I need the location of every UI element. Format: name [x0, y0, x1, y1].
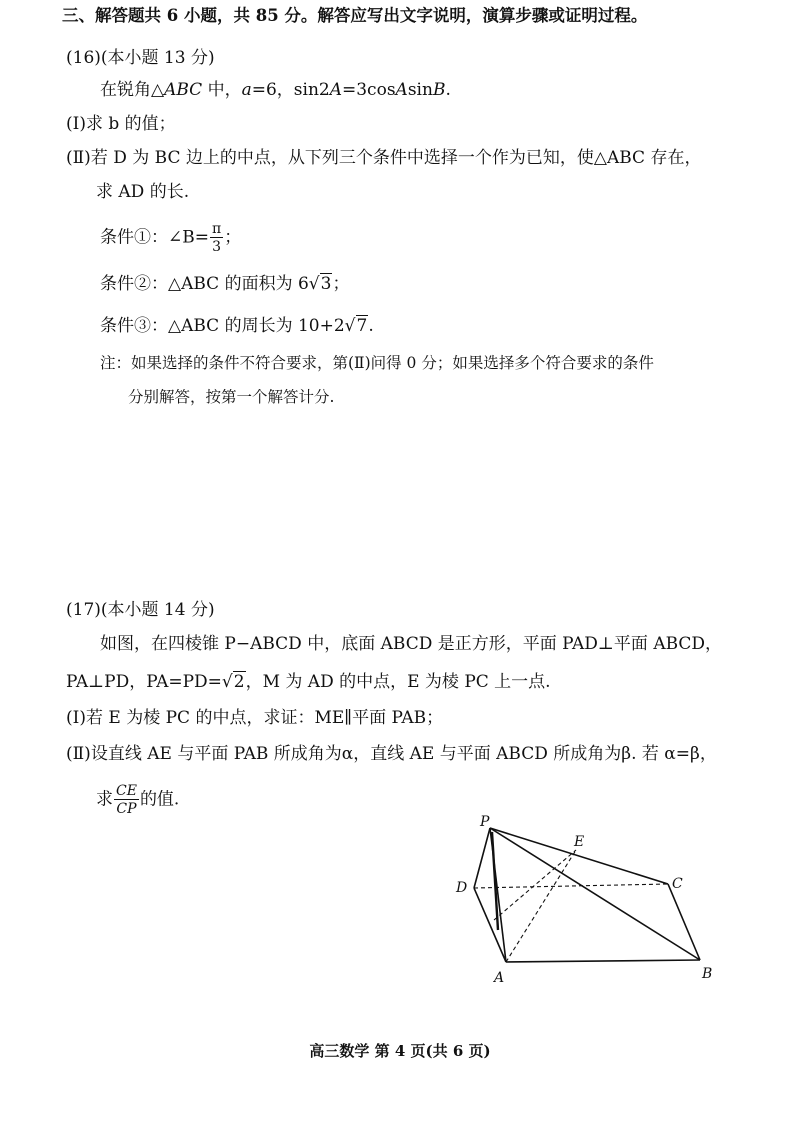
cond3-prefix: 条件③：△ABC 的周长为 10+2 — [100, 316, 345, 336]
q16-part2-line1: (Ⅱ)若 D 为 BC 边上的中点，从下列三个条件中选择一个作为已知，使△ABC 存在， — [66, 148, 702, 168]
label-B: B — [702, 966, 713, 982]
q16-stem-g: =3cos — [342, 80, 396, 100]
q16-note-line1: 注：如果选择的条件不符合要求，第(Ⅱ)问得 0 分；如果选择多个符合要求的条件 — [100, 354, 654, 372]
q17-stem-line2-a: PA⊥PD，PA=PD= — [66, 672, 222, 692]
q16-stem-i: sin — [407, 80, 433, 100]
q17-fraction — [114, 784, 139, 816]
q16-stem — [100, 80, 451, 100]
label-D: D — [456, 880, 468, 896]
edge-AE-hidden — [506, 850, 576, 962]
q16-part2-line2: 求 AD 的长. — [96, 182, 190, 202]
cond2-sqrt: √3 — [308, 274, 332, 294]
q16-heading: (16)(本小题 13 分) — [66, 48, 215, 68]
q17-part1: (Ⅰ)若 E 为棱 PC 的中点，求证：ME∥平面 PAB； — [66, 708, 444, 728]
q17-part2-prefix: 求 — [96, 789, 113, 810]
cond1-suffix: ； — [224, 227, 242, 248]
q16-stem-j: B — [432, 80, 446, 100]
q16-stem-h: A — [395, 80, 408, 100]
q17-stem-line1: 如图，在四棱锥 P−ABCD 中，底面 ABCD 是正方形，平面 PAD⊥平面 ABCD， — [100, 634, 723, 654]
label-E: E — [574, 834, 585, 850]
label-P: P — [480, 814, 490, 830]
q17-part2-line1: (Ⅱ)设直线 AE 与平面 PAB 所成角为α，直线 AE 与平面 ABCD 所成角为β. 若 α=β， — [66, 744, 717, 764]
edge-BC — [668, 884, 700, 960]
cond1-prefix: 条件①：∠B= — [100, 227, 209, 248]
cond1-numerator: π — [211, 221, 222, 237]
label-C: C — [672, 876, 683, 892]
page-footer: 高三数学 第 4 页(共 6 页) — [309, 1042, 491, 1060]
q16-part1: (Ⅰ)求 b 的值； — [66, 114, 176, 134]
q16-condition-2 — [100, 274, 349, 294]
q16-stem-c: 中， — [202, 80, 242, 100]
cond2-prefix: 条件②：△ABC 的面积为 6 — [100, 274, 309, 294]
q17-part2-line2 — [96, 784, 179, 816]
cond3-suffix: . — [368, 316, 374, 336]
q16-condition-3 — [100, 316, 374, 336]
q17-fraction-denominator: CP — [116, 801, 137, 817]
cond1-fraction — [210, 222, 223, 254]
q16-note-line2: 分别解答，按第一个解答计分. — [128, 388, 335, 406]
q17-stem-line2-b: ，M 为 AD 的中点，E 为棱 PC 上一点. — [245, 672, 551, 692]
q16-stem-a: 在锐角△ — [100, 80, 165, 100]
cond3-sqrt: √7 — [344, 316, 368, 336]
cond3-radicand: 7 — [356, 316, 368, 336]
q16-condition-1 — [100, 222, 241, 254]
section-header: 三、解答题共 6 小题，共 85 分。解答应写出文字说明，演算步骤或证明过程。 — [62, 6, 648, 25]
q17-radicand: 2 — [233, 672, 245, 692]
q17-stem-line2 — [66, 672, 551, 692]
q17-part2-suffix: 的值. — [139, 789, 180, 810]
q16-stem-b: ABC — [164, 80, 203, 100]
q17-heading: (17)(本小题 14 分) — [66, 600, 215, 620]
cond2-radicand: 3 — [320, 274, 332, 294]
edge-PB — [490, 828, 700, 960]
edge-PD — [474, 828, 490, 888]
edge-AB — [506, 960, 700, 962]
q17-sqrt: √2 — [221, 672, 245, 692]
pyramid-figure — [448, 810, 738, 990]
q17-fraction-numerator: CE — [116, 783, 137, 799]
cond2-suffix: ； — [332, 274, 350, 294]
q16-stem-e: =6，sin2 — [251, 80, 330, 100]
q16-stem-f: A — [329, 80, 342, 100]
cond1-denominator: 3 — [212, 239, 222, 255]
q16-stem-k: . — [445, 80, 451, 100]
q16-stem-d: a — [241, 80, 252, 100]
label-A: A — [494, 970, 505, 986]
edge-DE-hidden — [494, 850, 576, 920]
edge-DC-hidden — [474, 884, 668, 888]
